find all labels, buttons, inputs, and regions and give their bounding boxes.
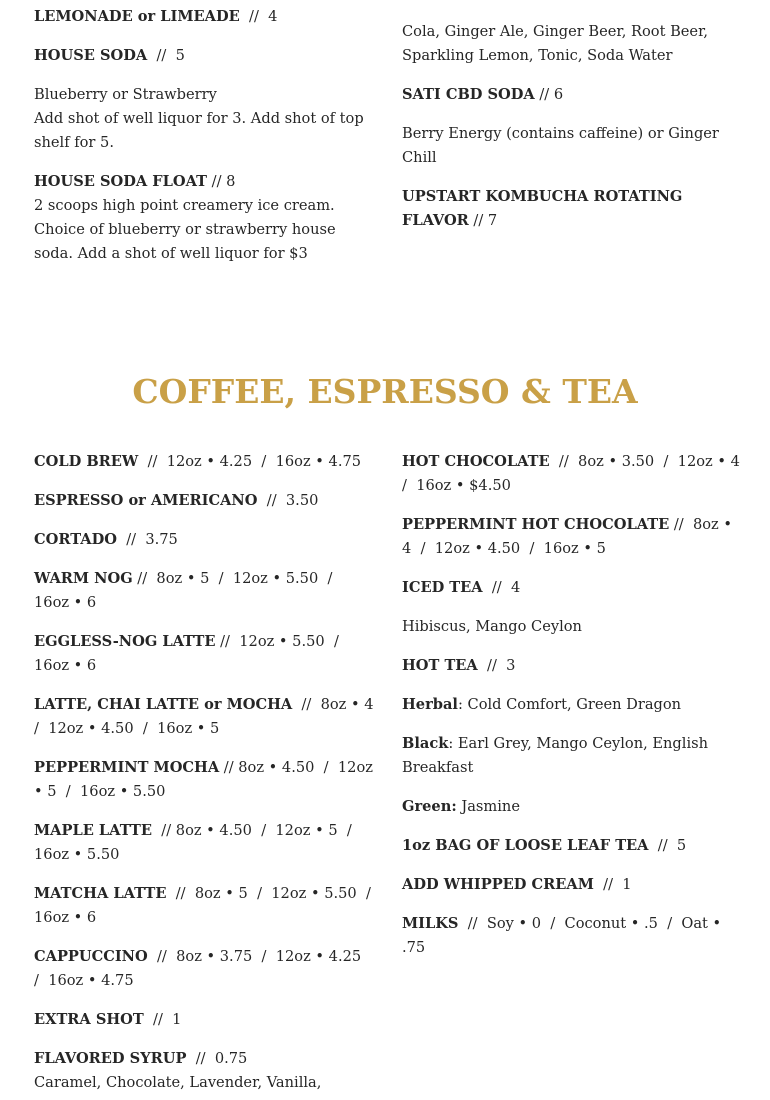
- menu-item-description: Berry Energy (contains caffeine) or Ginger Chill: [402, 125, 719, 166]
- item-title: HOT TEA: [402, 657, 478, 674]
- menu-item: [34, 1047, 374, 1095]
- menu-item-description: Cola, Ginger Ale, Ginger Beer, Root Beer, Sparkling Lemon, Tonic, Soda Water: [402, 23, 709, 64]
- item-price: // 8oz • 4.50 / 12oz • 5 / 16oz • 5.50: [34, 822, 362, 863]
- item-title: SATI CBD SODA: [402, 86, 535, 103]
- item-price: [460, 0, 498, 1]
- item-price: // Soy • 0 / Coconut • .5 / Oat • .75: [402, 915, 726, 956]
- tea-type-list: : Cold Comfort, Green Dragon: [457, 696, 682, 713]
- menu-item: [34, 450, 374, 474]
- item-title: UPSTART KOMBUCHA ROTATING FLAVOR: [402, 188, 683, 229]
- menu-item: [402, 834, 744, 858]
- coffee-left-column: [34, 450, 383, 1095]
- tea-type-list: Jasmine: [456, 798, 520, 815]
- tea-type-black: [402, 732, 744, 780]
- item-price: // 12oz • 4.25 / 16oz • 4.75: [138, 453, 362, 470]
- menu-item: [402, 873, 744, 897]
- item-title: CORTADO: [34, 531, 117, 548]
- item-title: PEPPERMINT MOCHA: [34, 759, 220, 776]
- top-left-menu-column: [34, 5, 374, 281]
- menu-item: [34, 5, 374, 29]
- tea-type-herbal: [402, 693, 744, 717]
- menu-item: [402, 513, 744, 561]
- menu-item: [34, 528, 374, 552]
- item-price: // 8oz • 4.50 / 12oz • 5 / 16oz • 5.50: [34, 759, 378, 800]
- item-title: [402, 0, 460, 1]
- menu-item: [402, 576, 744, 600]
- item-price: // 1: [143, 1011, 182, 1028]
- menu-item-description: Hibiscus, Mango Ceylon: [402, 618, 582, 635]
- menu-item: [34, 170, 374, 266]
- menu-item-description: Blueberry or Strawberry Add shot of well liquor for 3. Add shot of top shelf for 5.: [34, 86, 364, 151]
- tea-type-list: : Earl Grey, Mango Ceylon, English Breakfast: [402, 735, 708, 776]
- section-heading: COFFEE, ESPRESSO & TEA: [132, 372, 638, 411]
- tea-type-label: Herbal: [402, 696, 458, 713]
- item-title: HOUSE SODA: [34, 47, 148, 64]
- menu-item: [34, 489, 374, 513]
- item-price: // 4: [239, 8, 278, 25]
- menu-item: [34, 945, 374, 993]
- item-price: // 3: [477, 657, 516, 674]
- item-price: // 3.75: [116, 531, 178, 548]
- menu-item: [34, 819, 374, 867]
- menu-item: [402, 185, 742, 233]
- tea-type-green: [402, 795, 744, 819]
- menu-item: [34, 630, 374, 678]
- item-title: ESPRESSO or AMERICANO: [34, 492, 258, 509]
- item-price: // 8oz • 5 / 12oz • 5.50 / 16oz • 6: [34, 885, 381, 926]
- item-title: HOT CHOCOLATE: [402, 453, 550, 470]
- item-title: MILKS: [402, 915, 459, 932]
- menu-item: [34, 756, 378, 804]
- item-price: // 8oz • 4 / 12oz • 4.50 / 16oz • 5: [402, 516, 737, 557]
- item-title: MATCHA LATTE: [34, 885, 167, 902]
- item-title: ADD WHIPPED CREAM: [402, 876, 594, 893]
- menu-item: [402, 912, 744, 960]
- item-title: EXTRA SHOT: [34, 1011, 144, 1028]
- item-price: // 5: [147, 47, 185, 64]
- item-title: HOUSE SODA FLOAT: [34, 173, 208, 190]
- menu-item: [402, 450, 750, 498]
- item-title: LATTE, CHAI LATTE or MOCHA: [34, 696, 293, 713]
- item-title: COLD BREW: [34, 453, 139, 470]
- item-title: EGGLESS-NOG LATTE: [34, 633, 216, 650]
- item-price: // 6: [534, 86, 564, 103]
- item-price: // 0.75: [186, 1050, 248, 1067]
- menu-item: [34, 567, 374, 615]
- item-title: PEPPERMINT HOT CHOCOLATE: [402, 516, 670, 533]
- item-price: // 1: [593, 876, 632, 893]
- item-title: LEMONADE or LIMEADE: [34, 8, 240, 25]
- coffee-right-column: [402, 450, 750, 975]
- menu-item: [34, 882, 381, 930]
- item-description: 2 scoops high point creamery ice cream. Choice of blueberry or strawberry house soda. Add a shot of well liquor for $3: [34, 197, 336, 262]
- item-title: MAPLE LATTE: [34, 822, 153, 839]
- menu-item: [402, 0, 742, 5]
- item-description: Caramel, Chocolate, Lavender, Vanilla,: [34, 1074, 322, 1091]
- item-price: // 12oz • 5.50 / 16oz • 6: [34, 633, 349, 674]
- item-price: // 8: [207, 173, 236, 190]
- top-right-menu-column: [402, 0, 742, 248]
- item-price: // 8oz • 5 / 12oz • 5.50 / 16oz • 6: [34, 570, 342, 611]
- tea-type-label: Black: [402, 735, 449, 752]
- item-title: CAPPUCCINO: [34, 948, 148, 965]
- menu-item: [402, 83, 742, 107]
- item-price: // 8oz • 3.75 / 12oz • 4.25 / 16oz • 4.75: [34, 948, 371, 989]
- menu-item: [34, 693, 383, 741]
- item-price: // 3.50: [257, 492, 319, 509]
- item-title: WARM NOG: [34, 570, 133, 587]
- item-title: ICED TEA: [402, 579, 483, 596]
- item-price: // 4: [482, 579, 521, 596]
- menu-item: [402, 654, 744, 678]
- tea-type-label: Green:: [402, 798, 457, 815]
- item-price: // 8oz • 4 / 12oz • 4.50 / 16oz • 5: [34, 696, 383, 737]
- menu-item: [34, 1008, 374, 1032]
- item-price: // 7: [468, 212, 498, 229]
- menu-item: [34, 44, 374, 68]
- item-price: // 5: [648, 837, 687, 854]
- item-title: 1oz BAG OF LOOSE LEAF TEA: [402, 837, 649, 854]
- item-title: FLAVORED SYRUP: [34, 1050, 187, 1067]
- item-price: // 8oz • 3.50 / 12oz • 4 / 16oz • $4.50: [402, 453, 750, 494]
